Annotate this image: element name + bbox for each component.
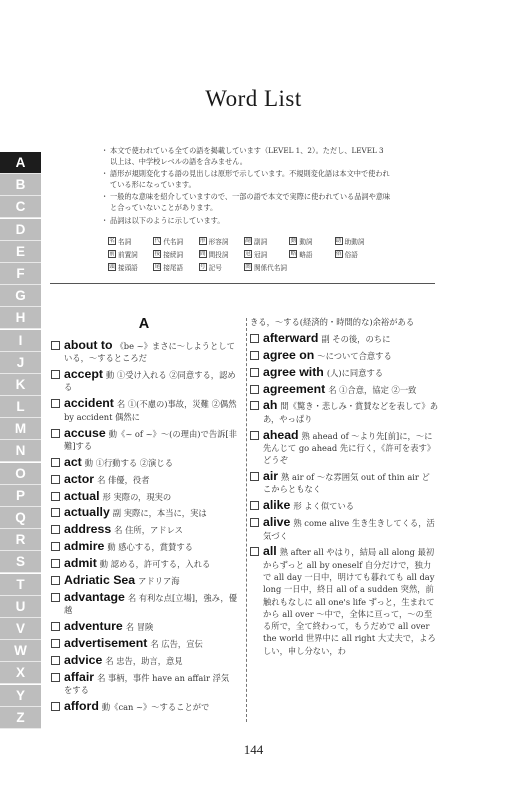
pos-box: 代 [154,238,161,244]
headword: all [263,544,277,559]
check-box[interactable] [250,518,259,527]
pos-label: 接頭語 [118,264,138,272]
legend-item [289,236,334,246]
pos-box: 関 [245,264,251,270]
pos-box: 助 [335,238,342,244]
pos-box: 名 [109,238,115,244]
headword: actor [64,471,95,486]
word-entry [250,366,438,379]
legend-item [153,236,198,246]
index-tab-c[interactable]: C [0,196,41,218]
check-box[interactable] [250,351,259,360]
check-box[interactable] [51,341,60,350]
check-box[interactable] [51,702,60,711]
definition: 名 俳優，役者 [97,474,150,485]
pos-label: 名詞 [118,238,132,246]
index-tab-v[interactable]: V [0,618,41,640]
index-tab-i[interactable]: I [0,330,41,352]
headword: agree on [263,347,315,362]
legend-item [108,249,153,259]
pos-label: 代名詞 [163,238,184,246]
headword: actually [64,505,110,520]
word-column-left [51,316,237,717]
headword: ahead [263,427,299,442]
headword: about to [64,338,113,352]
page-number: 144 [243,742,264,757]
pos-label: 関係代名詞 [253,264,287,272]
index-tab-n[interactable]: N [0,440,41,462]
pos-box: 副 [245,238,251,244]
word-entry [250,545,438,657]
definition: 名 冒険 [125,622,154,633]
pos-box: 略 [290,251,297,257]
check-box[interactable] [51,475,60,484]
definition: 名 事柄，事件 have an affair 浮気をする [64,672,230,696]
definition: 動《~ of ~》～(の理由)で告訴[非難]する [64,428,237,451]
index-tab-e[interactable]: E [0,241,41,263]
word-entry [250,499,438,512]
legend-item [244,249,289,259]
alphabet-index [0,152,41,729]
index-tab-h[interactable]: H [0,307,41,329]
pos-box: 冠 [245,251,251,257]
intro-notes [103,146,393,228]
headword: act [64,454,82,469]
legend-item [108,236,153,246]
legend-item [153,262,198,272]
definition: 《be ~》まさに～しようとしている，～するところだ [64,341,235,364]
headword: admire [64,539,105,554]
pos-label: 動詞 [299,238,313,246]
definition: 熟 ahead of ～より先[前]に，～に先んじて go ahead 先に行く，《許可を表す》どうぞ [263,430,436,466]
word-entry [250,349,438,362]
legend-item [199,249,244,259]
pos-box: 俗 [335,251,342,257]
word-entry [250,429,438,467]
legend-item [108,262,153,272]
legend-item [335,249,380,259]
legend-item [199,236,244,246]
check-box[interactable] [51,673,60,682]
word-entry [51,427,237,453]
divider-rule [50,283,435,284]
index-tab-y[interactable]: Y [0,685,41,707]
legend-item [289,249,334,259]
word-entry [51,700,237,713]
legend-item [199,262,244,272]
index-tab-j[interactable]: J [0,352,41,374]
check-box[interactable] [250,385,259,394]
intro-note: ・ 本文で使われている全ての語を掲載しています（LEVEL 1、2）。ただし、LEVEL 3 以上は、中学校レベルの語を含みません。 [103,146,393,167]
index-tab-w[interactable]: W [0,640,41,662]
pos-label: 形容詞 [208,238,229,246]
pos-label: 冠詞 [253,251,268,259]
check-box[interactable] [250,401,259,410]
index-tab-x[interactable]: X [0,662,41,684]
definition: 動 ①受け入れる ②同意する，認める [64,370,236,393]
index-tab-b[interactable]: B [0,174,41,196]
headword: address [64,522,112,537]
word-entry [250,470,438,496]
definition: 動 認める，許可する，入れる [99,559,211,570]
legend-item [153,249,198,259]
index-tab-l[interactable]: L [0,396,41,418]
headword: Adriatic Sea [64,572,136,587]
definition: ～について合意する [317,350,392,361]
word-entry [250,516,438,542]
pos-box: 間 [199,251,206,257]
pos-label: 間投詞 [208,251,229,259]
pos-label: 助動詞 [344,238,365,246]
headword: adventure [64,619,123,634]
word-entry [51,654,237,667]
word-entry [51,591,237,617]
headword: agreement [263,381,326,396]
check-box[interactable] [51,656,60,665]
word-entry [51,557,237,570]
definition: 副 実際に，本当に，実は [112,508,207,519]
definition: 名 忠告，助言，意見 [105,655,183,666]
check-box[interactable] [51,525,60,534]
index-tab-u[interactable]: U [0,596,41,618]
word-entry [51,473,237,486]
definition: 形 実際の，現実の [102,491,172,502]
headword: advice [64,652,103,667]
index-tab-s[interactable]: S [0,551,41,573]
word-entry [51,637,237,650]
section-letter: A [138,316,150,332]
check-box[interactable] [51,639,60,648]
headword: alike [263,498,291,513]
headword: air [263,469,279,484]
word-entry [250,332,438,345]
index-tab-z[interactable]: Z [0,707,41,729]
word-entry [51,368,237,394]
word-entry [250,383,438,396]
definition: 名 住所，アドレス [114,525,183,536]
definition: (人)に同意する [326,367,384,378]
word-column-right [250,316,438,661]
definition: 名 広告，宣伝 [150,638,203,649]
check-box[interactable] [51,622,60,631]
pos-label: 前置詞 [118,251,138,259]
headword: accept [64,367,103,382]
pos-label: 接続詞 [163,251,184,259]
pos-label: 記号 [208,264,222,272]
word-entry [51,490,237,503]
headword: agree with [263,364,324,379]
check-box[interactable] [51,542,60,551]
index-tab-p[interactable]: P [0,485,41,507]
definition: 形 よく似ている [293,501,355,512]
check-box[interactable] [51,559,60,568]
pos-label: 略語 [299,251,313,259]
column-divider [246,318,247,722]
index-tab-r[interactable]: R [0,529,41,551]
word-entry [51,397,237,423]
word-entry [51,540,237,553]
headword: alive [263,515,291,530]
check-box[interactable] [51,458,60,467]
index-tab-t[interactable]: T [0,574,41,596]
definition: 熟 come alive 生き生きしてくる，活気づく [263,518,435,541]
headword: ah [263,398,278,413]
pos-box: 頭 [109,264,115,270]
headword: accuse [64,425,106,440]
headword: accident [64,396,114,411]
legend-item [335,236,380,246]
intro-note: ・ 一般的な意味を紹介していますので、一部の語で本文で実際に使われている品詞や意味と合っていないことがあります。 [103,192,393,213]
word-entry [51,506,237,519]
check-box[interactable] [51,399,60,408]
headword: affair [64,669,95,684]
definition: アドリア海 [138,575,180,586]
definition: 熟 after all やはり，結局 all along 最初からずっと all by oneself 自分だけで，独力で all day 一日中，明けても暮れても all day long 一日中，終日 all of a sudden 突然，前触れもなしに all one's life ずっと，生まれてから all over ～中で，全体に亘って，～の至る所で，全て終わって，もうだめで all over the world 世界中に all right 大丈夫で，よろしい，申し分ない，わ [263,547,436,656]
pos-label: 俗語 [344,251,358,259]
definition: 名 ①合意，協定 ②一致 [328,384,417,395]
pos-box: 接 [154,251,161,257]
word-entry [51,456,237,469]
pos-label: 副詞 [253,238,268,246]
definition: 動《can ~》～することがで [101,701,210,712]
pos-box: 号 [199,264,206,270]
index-tab-a[interactable]: A [0,152,41,174]
word-entry [51,523,237,536]
headword: actual [64,488,100,503]
check-box[interactable] [51,593,60,602]
check-box[interactable] [51,429,60,438]
index-tab-o[interactable]: O [0,463,41,485]
index-tab-g[interactable]: G [0,285,41,307]
pos-box: 形 [199,238,206,244]
index-tab-d[interactable]: D [0,219,41,241]
word-entry [250,399,438,425]
definition: 熟 air of ～な雰囲気 out of thin air どこからともなく [263,472,430,495]
index-tab-f[interactable]: F [0,263,41,285]
legend-item [244,262,289,272]
pos-box: 尾 [154,264,161,270]
definition: 動 感心する，賞賛する [107,542,193,553]
intro-note: ・ 品詞は以下のように示しています。 [103,216,393,227]
check-box[interactable] [250,431,259,440]
word-entry [51,339,237,365]
pos-label: 接尾語 [163,264,184,272]
headword: admit [64,556,97,571]
entry-continuation: きる，～する(経済的・時間的な)余裕がある [250,317,415,327]
check-box[interactable] [250,501,259,510]
check-box[interactable] [51,576,60,585]
word-entry [51,574,237,587]
index-tab-q[interactable]: Q [0,507,41,529]
intro-note: ・ 語形が規則変化する語の見出しは原形で示しています。不規則変化語は本文中で使われている形になっています。 [103,169,393,190]
definition: 副 その後，のちに [321,333,391,344]
check-box[interactable] [51,492,60,501]
page-title: Word List [205,86,302,111]
definition: 名 ①(不慮の)事故，災難 ②偶然 by accident 偶然に [64,399,237,422]
check-box[interactable] [250,334,259,343]
headword: afterward [263,330,319,345]
word-entry [51,671,237,697]
check-box[interactable] [51,508,60,517]
pos-box: 動 [290,238,297,244]
definition: 名 有利な点[立場]，強み，優越 [64,592,238,616]
headword: advertisement [64,635,148,650]
check-box[interactable] [51,370,60,379]
index-tab-m[interactable]: M [0,418,41,440]
check-box[interactable] [250,472,259,481]
check-box[interactable] [250,547,259,556]
headword: advantage [64,589,125,604]
pos-box: 前 [109,251,115,257]
definition: 動 ①行動する ②演じる [84,457,174,468]
check-box[interactable] [250,368,259,377]
headword: afford [64,698,99,713]
part-of-speech-legend [108,236,380,272]
word-entry [51,620,237,633]
index-tab-k[interactable]: K [0,374,41,396]
definition: 間《驚き・悲しみ・賞賛などを表して》ああ，やっぱり [263,401,439,424]
legend-item [244,236,289,246]
